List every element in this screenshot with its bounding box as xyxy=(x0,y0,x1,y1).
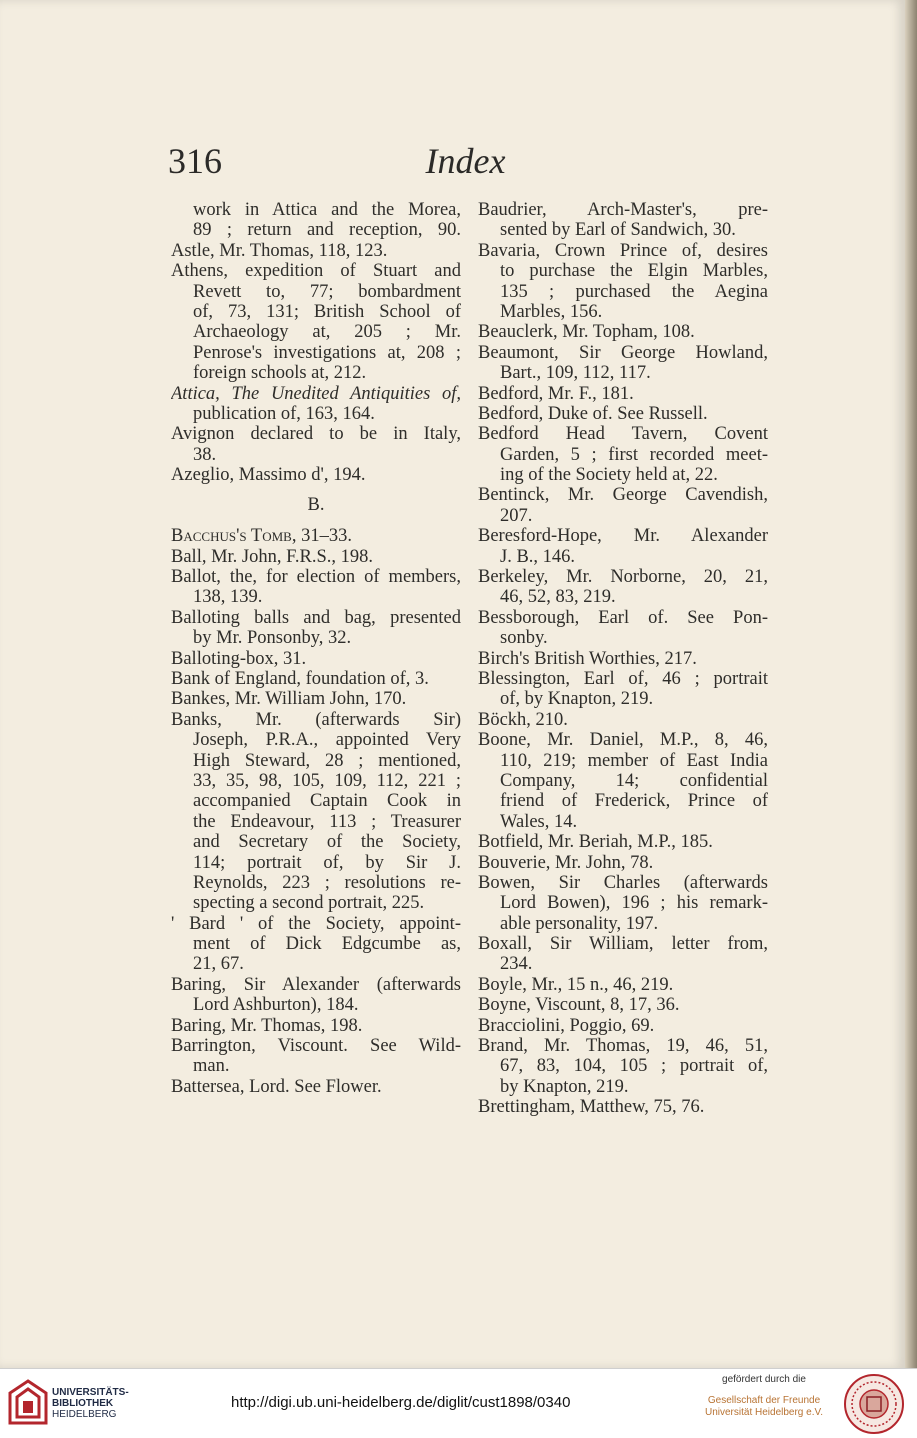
index-line: Beaumont, Sir George Howland, xyxy=(478,342,768,363)
index-line: man. xyxy=(193,1056,230,1077)
index-line: Bavaria, Crown Prince of, desires xyxy=(478,240,768,261)
index-line: Bedford, Duke of. See Russell. xyxy=(478,403,708,424)
index-line: Brettingham, Matthew, 75, 76. xyxy=(478,1097,705,1118)
index-line: 33, 35, 98, 105, 109, 112, 221 ; xyxy=(193,770,461,791)
permalink-url[interactable]: http://digi.ub.uni-heidelberg.de/diglit/cust1898/0340 xyxy=(231,1394,571,1411)
index-line: Battersea, Lord. See Flower. xyxy=(171,1076,382,1097)
index-line: work in Attica and the Morea, xyxy=(193,200,461,220)
index-line: Revett to, 77; bombardment xyxy=(193,281,461,302)
index-line: Azeglio, Massimo d', 194. xyxy=(171,465,366,486)
page-number: 316 xyxy=(168,141,222,181)
index-line: accompanied Captain Cook in xyxy=(193,791,461,812)
library-name-line-1: UNIVERSITÄTS- xyxy=(52,1387,129,1398)
index-line: Boyne, Viscount, 8, 17, 36. xyxy=(478,995,680,1016)
index-line: and Secretary of the Society, xyxy=(193,832,461,853)
index-line: 138, 139. xyxy=(193,587,263,608)
index-line: foreign schools at, 212. xyxy=(193,363,367,384)
index-line: Balloting balls and bag, presented xyxy=(171,607,461,628)
index-line: Barrington, Viscount. See Wild- xyxy=(171,1036,461,1057)
index-column-left xyxy=(171,200,461,1097)
index-line: ' Bard ' of the Society, appoint- xyxy=(171,913,461,934)
index-line: Ballot, the, for election of members, xyxy=(171,567,461,588)
index-line: 135 ; purchased the Aegina xyxy=(500,281,768,302)
index-line: J. B., 146. xyxy=(500,546,576,567)
sponsor-name-line-1: Gesellschaft der Freunde xyxy=(707,1395,821,1406)
index-line: Attica, The Unedited Antiquities of, xyxy=(171,383,461,404)
index-line: Lord Bowen), 196 ; his remark- xyxy=(500,893,768,914)
running-title: Index xyxy=(425,141,506,181)
index-line: Company, 14; confidential xyxy=(500,770,768,791)
university-library-logo-icon xyxy=(8,1379,48,1425)
index-line: of, 73, 131; British School of xyxy=(193,301,461,322)
sponsor-name-line-2: Universität Heidelberg e.V. xyxy=(704,1407,824,1418)
index-line: Bowen, Sir Charles (afterwards xyxy=(478,872,768,893)
index-line: Boyle, Mr., 15 n., 46, 219. xyxy=(478,974,674,995)
index-line: specting a second portrait, 225. xyxy=(193,893,425,914)
index-line: Bank of England, foundation of, 3. xyxy=(171,669,429,689)
library-name xyxy=(52,1387,129,1420)
sponsor-block xyxy=(704,1374,824,1419)
index-column-right xyxy=(478,200,768,1118)
index-line: 21, 67. xyxy=(193,954,244,975)
university-seal-icon xyxy=(843,1373,905,1435)
index-line: 67, 83, 104, 105 ; portrait of, xyxy=(500,1056,768,1077)
index-line: 89 ; return and reception, 90. xyxy=(193,220,461,241)
index-line: Böckh, 210. xyxy=(478,709,568,730)
index-line: sonby. xyxy=(500,628,548,649)
index-line: Beauclerk, Mr. Topham, 108. xyxy=(478,322,695,343)
index-line: sented by Earl of Sandwich, 30. xyxy=(500,220,736,241)
digitization-footer xyxy=(0,1368,917,1438)
index-line: 114; portrait of, by Sir J. xyxy=(193,852,461,873)
index-line: Blessington, Earl of, 46 ; portrait xyxy=(478,668,768,689)
index-line: friend of Frederick, Prince of xyxy=(500,791,768,812)
sponsor-prefix: gefördert durch die xyxy=(722,1374,806,1385)
library-name-line-2: BIBLIOTHEK xyxy=(52,1398,114,1409)
index-line: ing of the Society held at, 22. xyxy=(500,465,718,486)
index-line: Garden, 5 ; first recorded meet- xyxy=(500,444,768,465)
index-line: Birch's British Worthies, 217. xyxy=(478,648,697,669)
index-line: Bentinck, Mr. George Cavendish, xyxy=(478,485,768,506)
library-name-line-3: HEIDELBERG xyxy=(52,1409,117,1420)
index-line: Boone, Mr. Daniel, M.P., 8, 46, xyxy=(478,730,768,751)
index-line: Baring, Mr. Thomas, 198. xyxy=(171,1015,363,1036)
page-header xyxy=(168,140,763,190)
index-line: Bankes, Mr. William John, 170. xyxy=(171,689,407,710)
index-line: Balloting-box, 31. xyxy=(171,648,307,669)
index-line: Bessborough, Earl of. See Pon- xyxy=(478,607,768,628)
index-line: the Endeavour, 113 ; Treasurer xyxy=(193,811,461,832)
index-line: Reynolds, 223 ; resolutions re- xyxy=(193,872,461,893)
index-line: 110, 219; member of East India xyxy=(500,750,768,771)
index-line: Bacchus's Tomb, 31–33. xyxy=(171,526,352,547)
index-line: Bracciolini, Poggio, 69. xyxy=(478,1015,655,1036)
index-line: to purchase the Elgin Marbles, xyxy=(500,261,768,282)
index-line: Joseph, P.R.A., appointed Very xyxy=(193,730,461,751)
index-line: Astle, Mr. Thomas, 118, 123. xyxy=(171,240,388,261)
index-line: Banks, Mr. (afterwards Sir) xyxy=(171,709,461,730)
index-line: ment of Dick Edgcumbe as, xyxy=(193,934,461,955)
page-edge xyxy=(905,0,917,1368)
index-line: Baudrier, Arch-Master's, pre- xyxy=(478,200,768,220)
index-line: 207. xyxy=(500,505,533,526)
index-line: Lord Ashburton), 184. xyxy=(193,995,359,1016)
index-line: Botfield, Mr. Beriah, M.P., 185. xyxy=(478,832,713,853)
index-line: Marbles, 156. xyxy=(500,301,603,322)
index-line: publication of, 163, 164. xyxy=(193,403,375,424)
section-heading: B. xyxy=(307,495,325,516)
index-line: Archaeology at, 205 ; Mr. xyxy=(193,322,461,343)
index-line: of, by Knapton, 219. xyxy=(500,689,654,710)
index-line: Wales, 14. xyxy=(500,811,578,832)
index-line: Brand, Mr. Thomas, 19, 46, 51, xyxy=(478,1036,768,1057)
index-line: 38. xyxy=(193,444,217,465)
index-line: Bouverie, Mr. John, 78. xyxy=(478,852,654,873)
index-line: by Mr. Ponsonby, 32. xyxy=(193,628,352,649)
index-line: Baring, Sir Alexander (afterwards xyxy=(171,974,461,995)
index-line: Bedford Head Tavern, Covent xyxy=(478,424,768,445)
index-line: by Knapton, 219. xyxy=(500,1076,629,1097)
index-line: 46, 52, 83, 219. xyxy=(500,587,616,608)
index-line: Bart., 109, 112, 117. xyxy=(500,363,651,384)
index-line: able personality, 197. xyxy=(500,913,659,934)
index-line: Boxall, Sir William, letter from, xyxy=(478,934,768,955)
index-line: High Steward, 28 ; mentioned, xyxy=(193,750,461,771)
index-line: Bedford, Mr. F., 181. xyxy=(478,383,634,404)
index-line: Berkeley, Mr. Norborne, 20, 21, xyxy=(478,567,768,588)
index-line: 234. xyxy=(500,954,533,975)
index-line: Penrose's investigations at, 208 ; xyxy=(193,342,461,363)
index-line: Athens, expedition of Stuart and xyxy=(171,261,461,282)
index-line: Beresford-Hope, Mr. Alexander xyxy=(478,526,768,547)
index-line: Avignon declared to be in Italy, xyxy=(171,424,461,445)
index-line: Ball, Mr. John, F.R.S., 198. xyxy=(171,546,374,567)
